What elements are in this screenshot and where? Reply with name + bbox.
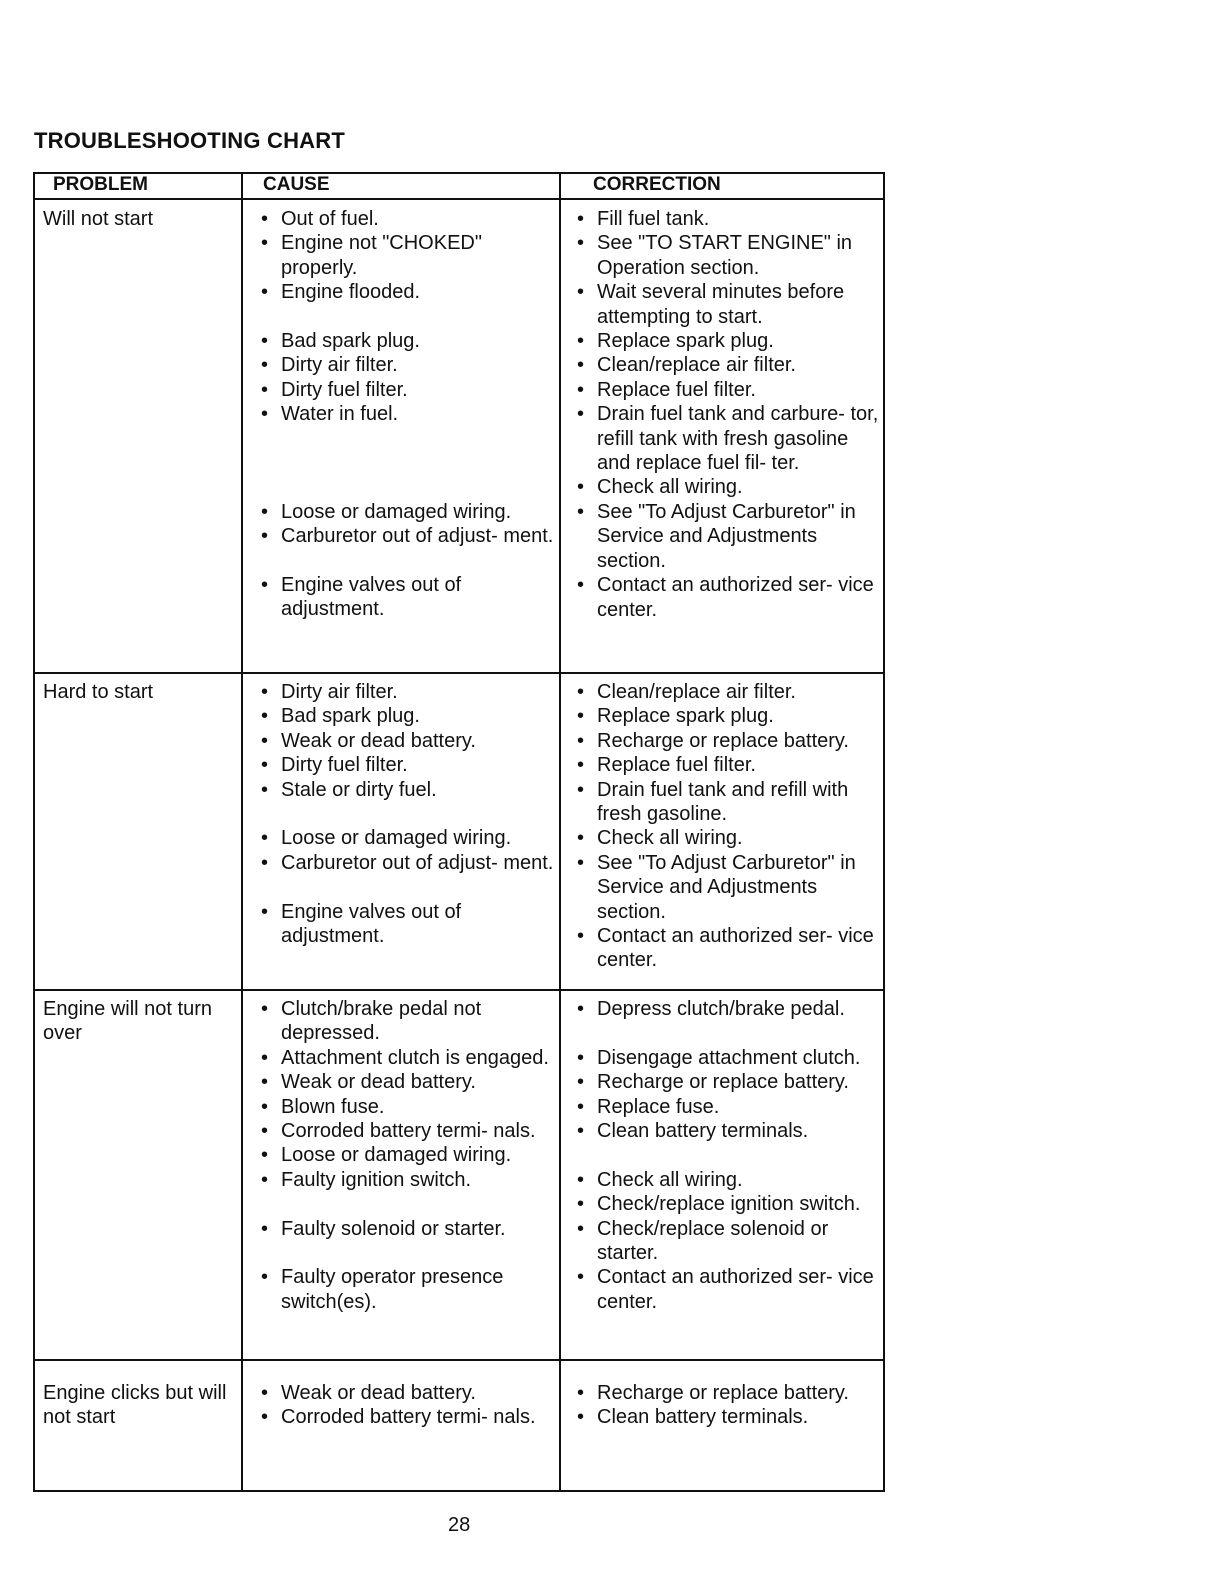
list-item: • Bad spark plug. xyxy=(257,329,557,353)
list-item: • Replace fuel filter. xyxy=(573,378,883,402)
correction-list xyxy=(573,1381,883,1430)
list-item: • Clutch/brake pedal not depressed. xyxy=(257,997,557,1046)
header-cause: CAUSE xyxy=(263,174,330,195)
spacer xyxy=(257,451,557,475)
list-item: • Contact an authorized ser- vice center. xyxy=(573,1265,883,1314)
list-item: • Carburetor out of adjust- ment. xyxy=(257,851,557,875)
page-title: TROUBLESHOOTING CHART xyxy=(34,128,345,153)
list-item: • See "TO START ENGINE" in Operation section. xyxy=(573,231,883,280)
list-item: • Weak or dead battery. xyxy=(257,1381,557,1405)
list-item: • Fill fuel tank. xyxy=(573,207,883,231)
list-item: • Out of fuel. xyxy=(257,207,557,231)
list-item: • Recharge or replace battery. xyxy=(573,729,883,753)
list-item: • Corroded battery termi- nals. xyxy=(257,1405,557,1429)
list-item: • Check/replace solenoid or starter. xyxy=(573,1217,883,1266)
spacer xyxy=(257,427,557,451)
list-item: • Blown fuse. xyxy=(257,1095,557,1119)
list-item: • Water in fuel. xyxy=(257,402,557,426)
column-divider xyxy=(559,174,561,1490)
list-item: • Check all wiring. xyxy=(573,1168,883,1192)
correction-list xyxy=(573,207,883,622)
list-item: • Carburetor out of adjust- ment. xyxy=(257,524,557,548)
list-item: • Dirty fuel filter. xyxy=(257,753,557,777)
list-item: • Attachment clutch is engaged. xyxy=(257,1046,557,1070)
list-item: • Disengage attachment clutch. xyxy=(573,1046,883,1070)
spacer xyxy=(257,802,557,826)
problem-label: Engine clicks but will not start xyxy=(43,1382,227,1429)
list-item: • Check all wiring. xyxy=(573,475,883,499)
cause-list xyxy=(257,680,557,948)
list-item: • Recharge or replace battery. xyxy=(573,1381,883,1405)
list-item: • Engine flooded. xyxy=(257,280,557,304)
list-item: • Faulty ignition switch. xyxy=(257,1168,557,1192)
list-item: • Depress clutch/brake pedal. xyxy=(573,997,883,1021)
list-item: • Clean/replace air filter. xyxy=(573,353,883,377)
spacer xyxy=(257,549,557,573)
troubleshooting-table xyxy=(33,172,885,1492)
problem-label: Hard to start xyxy=(43,681,154,703)
list-item: • Loose or damaged wiring. xyxy=(257,826,557,850)
row-divider xyxy=(35,989,883,991)
list-item: • Check/replace ignition switch. xyxy=(573,1192,883,1216)
list-item: • Stale or dirty fuel. xyxy=(257,778,557,802)
list-item: • Replace fuse. xyxy=(573,1095,883,1119)
list-item: • See "To Adjust Carburetor" in Service and Adjustments section. xyxy=(573,500,883,573)
cause-list xyxy=(257,997,557,1314)
row-divider xyxy=(35,672,883,674)
list-item: • Contact an authorized ser- vice center. xyxy=(573,573,883,622)
list-item: • Recharge or replace battery. xyxy=(573,1070,883,1094)
page-number: 28 xyxy=(448,1514,471,1536)
list-item: • Loose or damaged wiring. xyxy=(257,1143,557,1167)
spacer xyxy=(573,1021,883,1045)
correction-list xyxy=(573,997,883,1314)
list-item: • Replace spark plug. xyxy=(573,329,883,353)
column-divider xyxy=(241,174,243,1490)
list-item: • Replace spark plug. xyxy=(573,704,883,728)
header-problem: PROBLEM xyxy=(53,174,148,195)
list-item: • Clean battery terminals. xyxy=(573,1119,883,1143)
spacer xyxy=(257,1241,557,1265)
list-item: • Clean/replace air filter. xyxy=(573,680,883,704)
list-item: • Weak or dead battery. xyxy=(257,729,557,753)
header-divider xyxy=(35,198,883,200)
list-item: • Clean battery terminals. xyxy=(573,1405,883,1429)
list-item: • Loose or damaged wiring. xyxy=(257,500,557,524)
list-item: • See "To Adjust Carburetor" in Service and Adjustments section. xyxy=(573,851,883,924)
list-item: • Dirty air filter. xyxy=(257,353,557,377)
list-item: • Wait several minutes before attempting to start. xyxy=(573,280,883,329)
list-item: • Drain fuel tank and carbure- tor, refill tank with fresh gasoline and replace fuel fil- ter. xyxy=(573,402,883,475)
problem-label: Will not start xyxy=(43,208,154,230)
header-correction: CORRECTION xyxy=(593,174,721,195)
list-item: • Replace fuel filter. xyxy=(573,753,883,777)
list-item: • Engine valves out of adjustment. xyxy=(257,573,557,622)
list-item: • Bad spark plug. xyxy=(257,704,557,728)
spacer xyxy=(257,1192,557,1216)
list-item: • Check all wiring. xyxy=(573,826,883,850)
spacer xyxy=(257,875,557,899)
list-item: • Corroded battery termi- nals. xyxy=(257,1119,557,1143)
spacer xyxy=(257,475,557,499)
correction-list xyxy=(573,680,883,973)
list-item: • Weak or dead battery. xyxy=(257,1070,557,1094)
list-item: • Engine not "CHOKED" properly. xyxy=(257,231,557,280)
cause-list xyxy=(257,1381,557,1430)
row-divider xyxy=(35,1359,883,1361)
list-item: • Faulty operator presence switch(es). xyxy=(257,1265,557,1314)
problem-label: Engine will not turn over xyxy=(43,998,212,1045)
list-item: • Dirty fuel filter. xyxy=(257,378,557,402)
spacer xyxy=(257,305,557,329)
list-item: • Drain fuel tank and refill with fresh gasoline. xyxy=(573,778,883,827)
list-item: • Dirty air filter. xyxy=(257,680,557,704)
list-item: • Contact an authorized ser- vice center. xyxy=(573,924,883,973)
list-item: • Faulty solenoid or starter. xyxy=(257,1217,557,1241)
cause-list xyxy=(257,207,557,622)
spacer xyxy=(573,1143,883,1167)
list-item: • Engine valves out of adjustment. xyxy=(257,900,557,949)
